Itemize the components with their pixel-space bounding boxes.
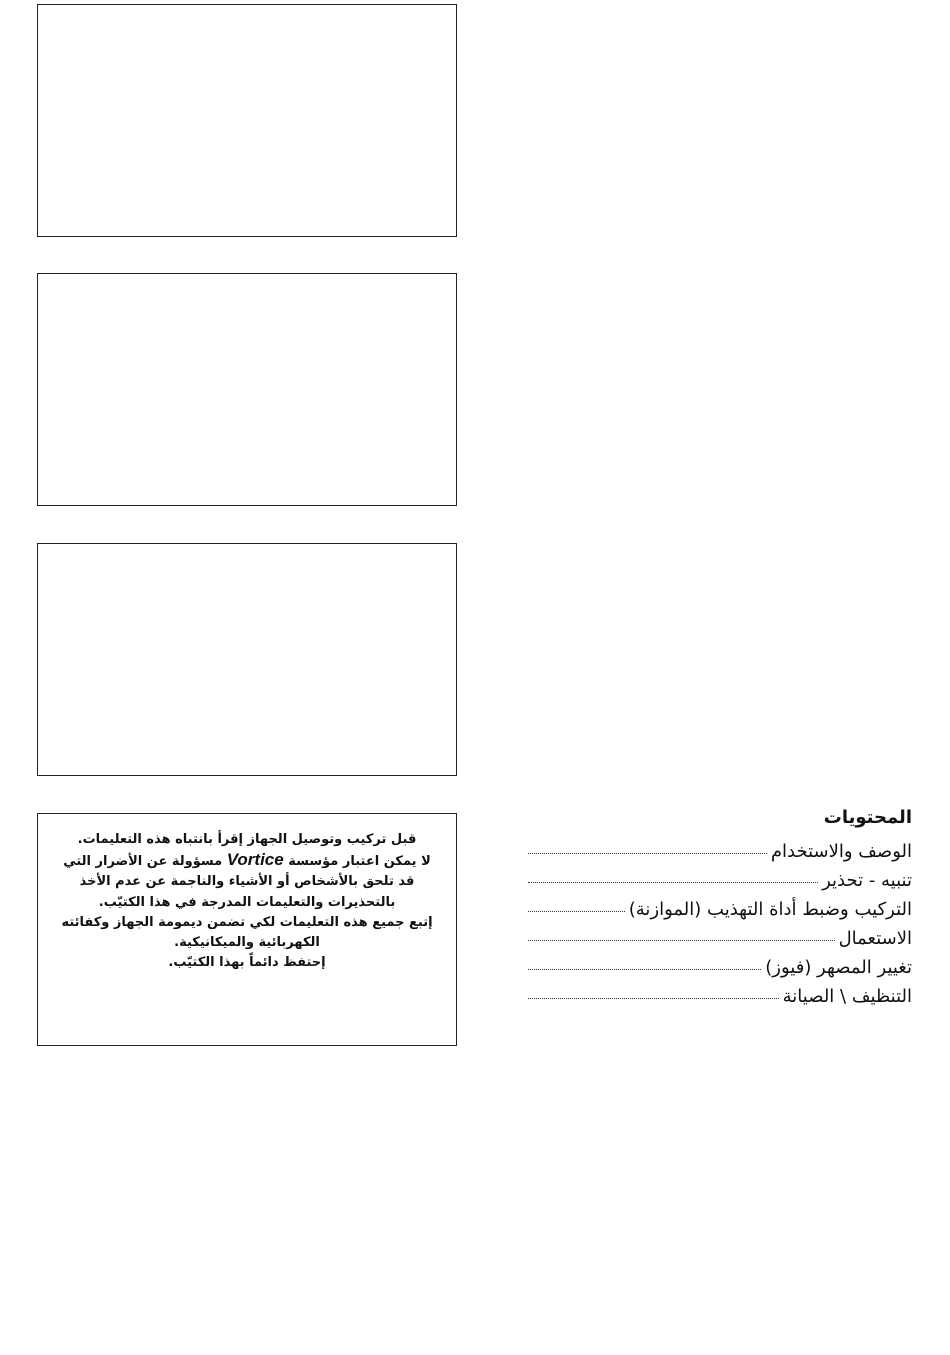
contents-item[interactable] (528, 953, 912, 982)
table-of-contents (528, 805, 912, 1011)
dotted-leader (528, 853, 767, 854)
notice-read-instructions: قبل تركيب وتوصيل الجهاز إقرأ بانتباه هذه التعليمات. (77, 832, 417, 847)
dotted-leader (528, 998, 779, 999)
empty-frame-3 (37, 543, 457, 776)
dotted-leader (528, 882, 818, 883)
notice-follow-instructions: إتبع جميع هذه التعليمات لكي تضمن ديمومة الجهاز وكفائته الكهربائية والميكانيكية. (61, 914, 433, 951)
contents-title: المحتويات (823, 807, 912, 828)
brand-name: Vortice (226, 850, 284, 870)
contents-item-label: تنبيه - تحذير (822, 870, 912, 891)
contents-item-label: التركيب وضبط أداة التهذيب (الموازنة) (628, 899, 912, 920)
contents-item-label: الاستعمال (838, 928, 912, 949)
contents-list (528, 837, 912, 1011)
contents-item[interactable] (528, 866, 912, 895)
notice-liability-post: مسؤولة عن الأضرار التي قد تلحق بالأشخاص أو الأشياء والناجمة عن عدم الأخذ بالتحذيرات والتعليمات المدرجة في هذا الكتيّب. (63, 854, 415, 910)
contents-item[interactable] (528, 982, 912, 1011)
safety-notice-box (37, 813, 457, 1046)
dotted-leader (528, 969, 761, 970)
contents-item[interactable] (528, 837, 912, 866)
safety-notice-text (60, 830, 434, 973)
dotted-leader (528, 911, 625, 912)
notice-keep-booklet: إحتفظ دائماً بهذا الكتيّب. (168, 955, 326, 971)
empty-frame-1 (37, 4, 457, 237)
notice-liability (60, 850, 434, 913)
contents-item-label: التنظيف \ الصيانة (782, 986, 912, 1007)
contents-item-label: تغيير المصهر (فيوز) (765, 957, 912, 978)
dotted-leader (528, 940, 835, 941)
contents-item-label: الوصف والاستخدام (770, 841, 912, 862)
contents-item[interactable] (528, 895, 912, 924)
notice-liability-pre: لا يمكن اعتبار مؤسسة (288, 854, 431, 870)
contents-item[interactable] (528, 924, 912, 953)
empty-frame-2 (37, 273, 457, 506)
